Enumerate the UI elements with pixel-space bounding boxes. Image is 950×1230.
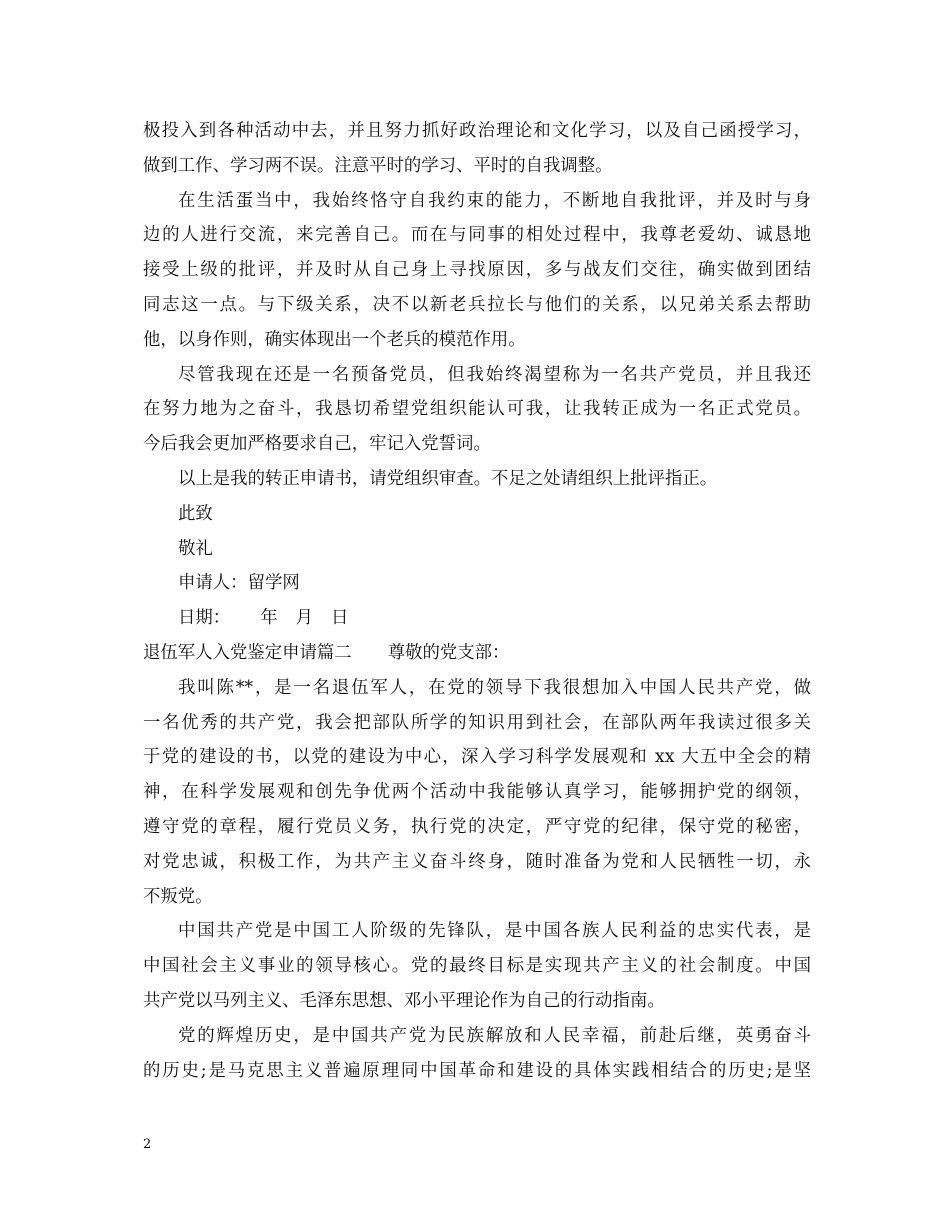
date-day: 日	[331, 608, 349, 629]
section-title: 退伍军人入党鉴定申请篇二	[143, 642, 352, 663]
text-line: 一名优秀的共产党，我会把部队所学的知识用到社会，在部队两年我读过很多关	[143, 712, 811, 733]
text-line: 神，在科学发展观和创先争优两个活动中我能够认真学习，能够拥护党的纲领，	[143, 782, 811, 803]
text-line: 于党的建设的书，以党的建设为中心，深入学习科学发展观和 xx 大五中全会的精	[143, 747, 811, 768]
text-line: 他，以身作则，确实体现出一个老兵的模范作用。	[143, 329, 526, 350]
page-number: 2	[143, 1137, 152, 1152]
text-line: 的历史;是马克思主义普遍原理同中国革命和建设的具体实践相结合的历史;是坚	[143, 1060, 811, 1081]
text-line: 遵守党的章程，履行党员义务，执行党的决定，严守党的纪律，保守党的秘密，	[143, 816, 811, 837]
applicant-line: 申请人：留学网	[178, 573, 300, 594]
text-line: 做到工作、学习两不误。注意平时的学习、平时的自我调整。	[143, 155, 613, 176]
text-line: 我叫陈**，是一名退伍军人，在党的领导下我很想加入中国人民共产党，做	[178, 677, 811, 698]
text-line: 中国社会主义事业的领导核心。党的最终目标是实现共产主义的社会制度。中国	[143, 956, 811, 977]
text-line: 边的人进行交流，来完善自己。而在与同事的相处过程中，我尊老爱幼、诚恳地	[143, 225, 811, 246]
text-line: 在生活蛋当中，我始终恪守自我约束的能力，不断地自我批评，并及时与身	[178, 190, 811, 211]
text-line: 对党忠诚，积极工作，为共产主义奋斗终身，随时准备为党和人民牺牲一切，永	[143, 851, 811, 872]
text-line: 在努力地为之奋斗，我恳切希望党组织能认可我，让我转正成为一名正式党员。	[143, 399, 811, 420]
salutation: 尊敬的党支部：	[387, 642, 510, 663]
text-line: 同志这一点。与下级关系，决不以新老兵拉长与他们的关系，以兄弟关系去帮助	[143, 294, 811, 315]
text-line: 极投入到各种活动中去，并且努力抓好政治理论和文化学习，以及自己函授学习，	[143, 121, 811, 141]
text-line: 接受上级的批评，并及时从自己身上寻找原因，多与战友们交往，确实做到团结	[143, 260, 811, 281]
text-line: 尽管我现在还是一名预备党员，但我始终渴望称为一名共产党员，并且我还	[178, 364, 811, 385]
text-line: 中国共产党是中国工人阶级的先锋队，是中国各族人民利益的忠实代表，是	[178, 921, 811, 942]
text-line: 党的辉煌历史，是中国共产党为民族解放和人民幸福，前赴后继，英勇奋斗	[178, 1025, 811, 1046]
heading-line	[143, 636, 811, 671]
closing-line: 敬礼	[178, 538, 213, 559]
text-line: 今后我会更加严格要求自己，牢记入党誓词。	[143, 434, 491, 455]
text-line: 不叛党。	[143, 886, 213, 907]
date-year: 年	[260, 608, 278, 629]
date-line	[143, 601, 811, 636]
text-line: 以上是我的转正申请书，请党组织审查。不足之处请组织上批评指正。	[178, 468, 718, 489]
closing-line: 此致	[178, 503, 213, 524]
document-body	[143, 114, 811, 1088]
date-month: 月	[295, 608, 313, 629]
text-line: 共产党以马列主义、毛泽东思想、邓小平理论作为自己的行动指南。	[143, 990, 665, 1011]
date-label: 日期：	[178, 608, 231, 629]
